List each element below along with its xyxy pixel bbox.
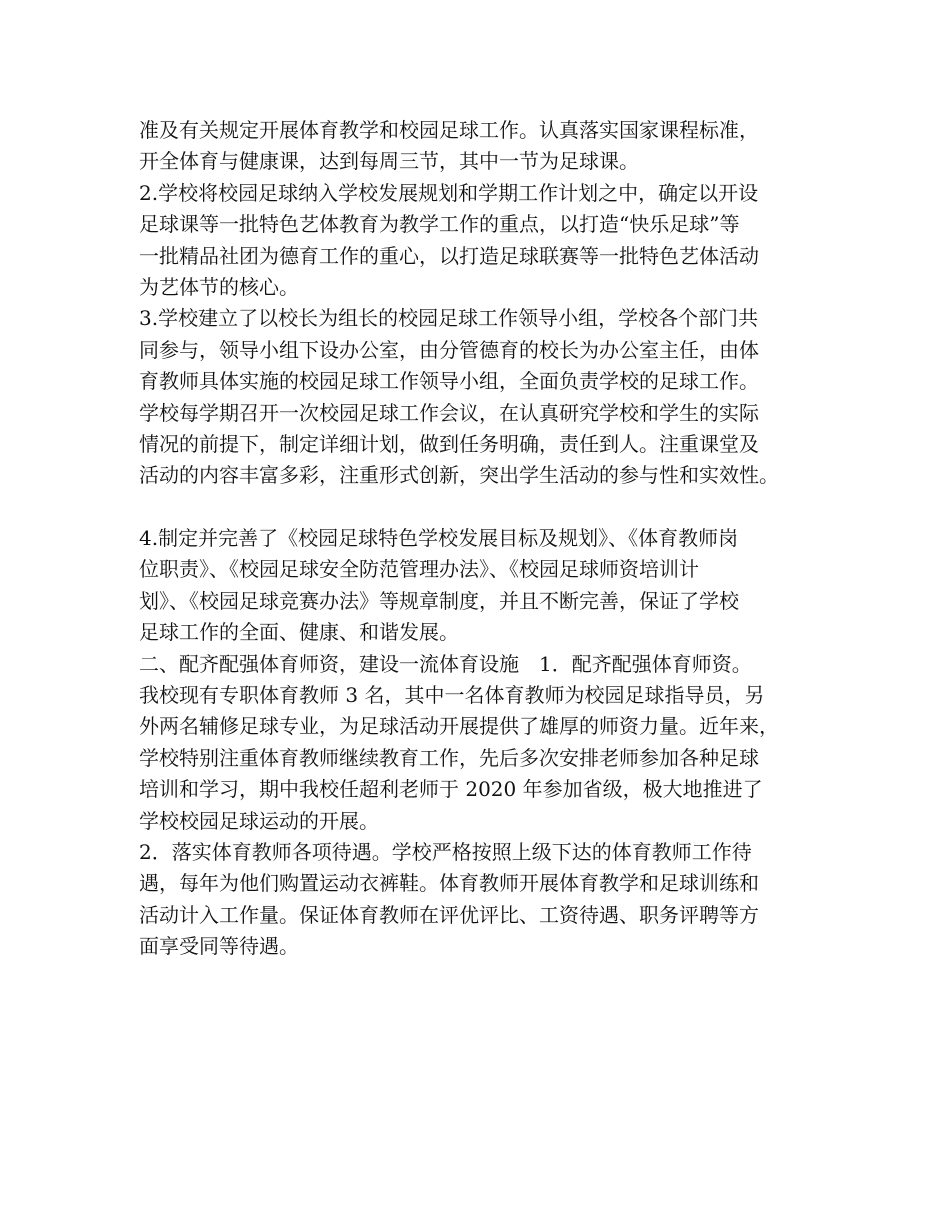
text-line: 同参与，领导小组下设办公室，由分管德育的校长为办公室主任，由体: [139, 337, 759, 362]
text-line: 学校每学期召开一次校园足球工作会议，在认真研究学校和学生的实际: [139, 400, 759, 425]
text-line: 遇，每年为他们购置运动衣裤鞋。体育教师开展体育教学和足球训练和: [139, 871, 759, 896]
text-line: 足球课等一批特色艺体教育为教学工作的重点，以打造“快乐足球”等: [139, 212, 740, 237]
text-line: 足球工作的全面、健康、和谐发展。: [139, 620, 459, 645]
text-line: 外两名辅修足球专业，为足球活动开展提供了雄厚的师资力量。近年来，: [139, 714, 779, 739]
blank-line: [139, 492, 829, 523]
document-body: [139, 115, 829, 963]
text-line: 活动计入工作量。保证体育教师在评优评比、工资待遇、职务评聘等方: [139, 902, 759, 927]
text-line: 位职责》、《校园足球安全防范管理办法》、《校园足球师资培训计: [139, 557, 699, 582]
text-line: 3.学校建立了以校长为组长的校园足球工作领导小组，学校各个部门共: [139, 306, 759, 331]
text-line: 2．落实体育教师各项待遇。学校严格按照上级下达的体育教师工作待: [139, 839, 752, 864]
text-line: 情况的前提下，制定详细计划，做到任务明确，责任到人。注重课堂及: [139, 431, 759, 456]
text-line: 2.学校将校园足球纳入学校发展规划和学期工作计划之中，确定以开设: [139, 180, 759, 205]
text-line: 开全体育与健康课，达到每周三节，其中一节为足球课。: [139, 149, 639, 174]
text-line: 面享受同等待遇。: [139, 934, 299, 959]
text-line: 培训和学习，期中我校任超利老师于 2020 年参加省级，极大地推进了: [139, 777, 763, 802]
text-line: 学校特别注重体育教师继续教育工作，先后多次安排老师参加各种足球: [139, 745, 759, 770]
text-line: 为艺体节的核心。: [139, 274, 299, 299]
section-heading-line: 二、配齐配强体育师资，建设一流体育设施 1．配齐配强体育师资。: [139, 651, 752, 676]
text-line: 划》、《校园足球竞赛办法》等规章制度，并且不断完善，保证了学校: [139, 588, 739, 613]
text-line: 准及有关规定开展体育教学和校园足球工作。认真落实国家课程标准，: [139, 118, 759, 142]
text-line: 我校现有专职体育教师 3 名，其中一名体育教师为校园足球指导员，另: [139, 683, 765, 708]
text-line: 育教师具体实施的校园足球工作领导小组，全面负责学校的足球工作。: [139, 369, 759, 394]
text-line: 活动的内容丰富多彩，注重形式创新，突出学生活动的参与性和实效性。: [139, 463, 779, 488]
text-line: 一批精品社团为德育工作的重心，以打造足球联赛等一批特色艺体活动: [139, 243, 759, 268]
text-line: 学校校园足球运动的开展。: [139, 808, 379, 833]
text-line: 4.制定并完善了《校园足球特色学校发展目标及规划》、《体育教师岗: [139, 526, 739, 551]
